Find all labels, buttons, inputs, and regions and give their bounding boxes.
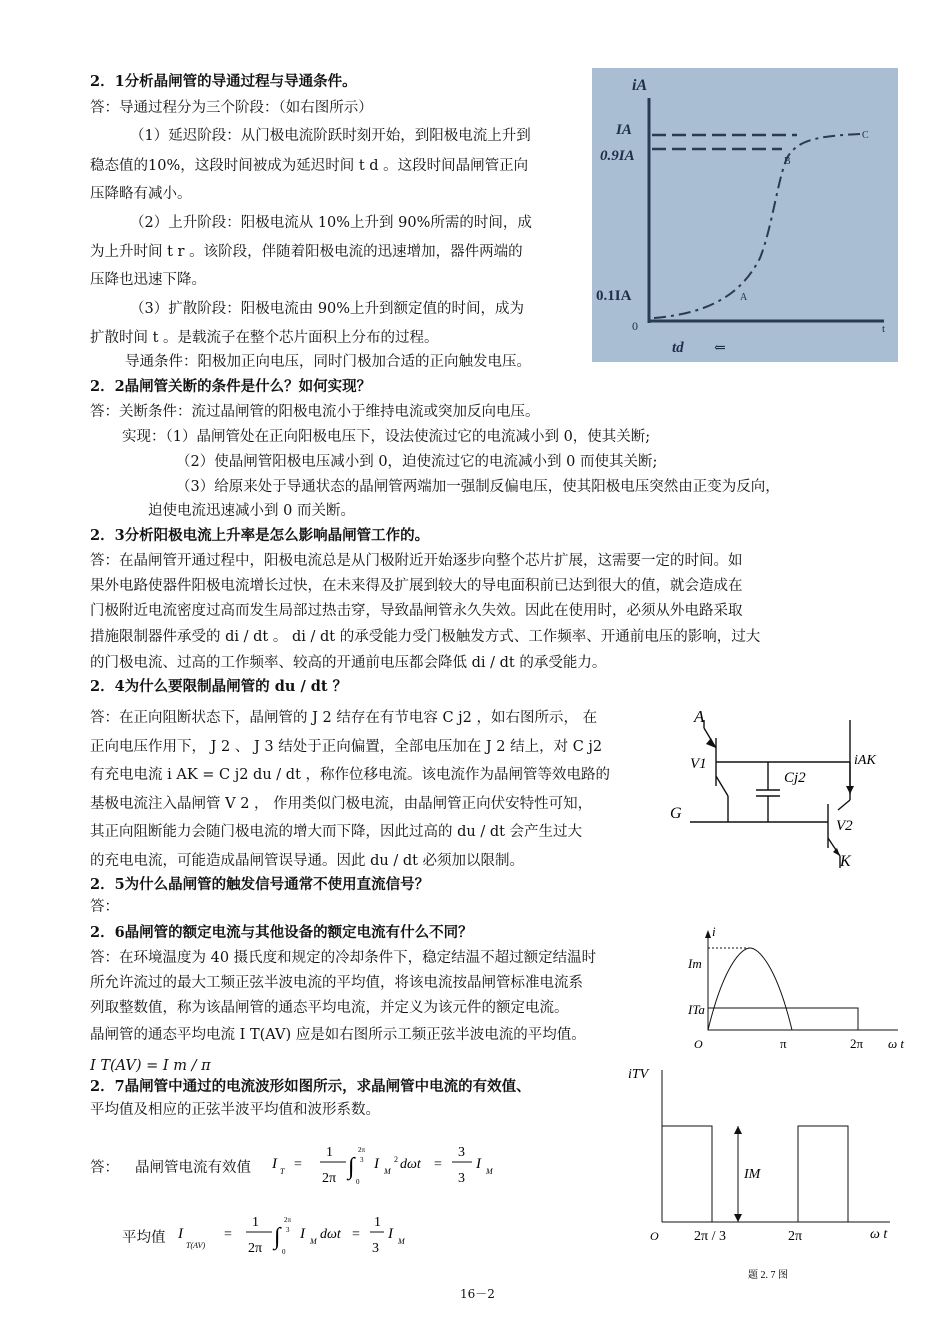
label-2pi: 2π xyxy=(850,1036,864,1051)
equivalent-circuit-figure xyxy=(660,700,890,880)
page-number: 16－2 xyxy=(460,1287,495,1301)
sym-eq2: = xyxy=(352,1227,360,1242)
half-sine-figure xyxy=(684,924,914,1054)
label-wt: ω t xyxy=(870,1227,888,1242)
q1-line-2: 稳态值的10%，这段时间被成为延迟时间 t d 。这段时间晶闸管正向 xyxy=(90,158,529,174)
figure-background xyxy=(592,68,898,362)
sym-eq: = xyxy=(294,1157,302,1172)
sym-1: 1 xyxy=(252,1215,259,1230)
label-G: G xyxy=(670,805,682,822)
label-td: td xyxy=(672,340,684,356)
sym-M: M xyxy=(384,1167,391,1176)
sym-3b: 3 xyxy=(372,1241,379,1256)
q6-line-3: 晶闸管的通态平均电流 I T(AV) 应是如右图所示工频正弦半波电流的平均值。 xyxy=(90,1027,586,1043)
label-wt: ω t xyxy=(888,1036,905,1051)
q1-line-7: （3）扩散阶段：阳极电流由 90%上升到额定值的时间，成为 xyxy=(130,301,525,317)
q1-line-1: （1）延迟阶段：从门极电流阶跃时刻开始，到阳极电流上升到 xyxy=(130,128,531,144)
sym-M: M xyxy=(310,1237,317,1246)
sym-I2: I xyxy=(374,1156,379,1172)
sym-I2: I xyxy=(300,1226,305,1242)
sym-M2: M xyxy=(398,1237,405,1246)
sym-dwt: dωt xyxy=(400,1157,421,1172)
q2-line-1: 实现：（1）晶闸管处在正向阳极电压下，设法使流过它的电流减小到 0，使其关断; xyxy=(122,429,651,445)
label-2pi: 2π xyxy=(788,1229,803,1244)
q1-line-6: 压降也迅速下降。 xyxy=(90,272,206,288)
label-origin: 0 xyxy=(632,319,638,333)
im-arrow-top xyxy=(734,1126,742,1134)
q5-answer: 答： xyxy=(90,899,119,915)
q2-title: 2．2晶闸管关断的条件是什么？如何实现？ xyxy=(90,378,372,395)
q7-rms-label: 晶闸管电流有效值 xyxy=(135,1160,251,1176)
pulse-waveform-figure xyxy=(628,1062,910,1287)
sym-I3: I xyxy=(388,1226,393,1242)
v1-emitter-arrow xyxy=(706,738,716,748)
label-ia: iA xyxy=(632,77,648,94)
pulse-1 xyxy=(662,1126,712,1222)
q2-line-0: 答：关断条件：流过晶闸管的阳极电流小于维持电流或突加反向电压。 xyxy=(90,404,540,420)
q5-title: 2．5为什么晶闸管的触发信号通常不使用直流信号？ xyxy=(90,876,430,893)
pulse-2 xyxy=(798,1126,848,1222)
sym-dwt: dωt xyxy=(320,1227,341,1242)
sym-3: 3 xyxy=(286,1226,290,1234)
sym-TAV: T(AV) xyxy=(186,1241,206,1250)
q6-title: 2．6晶闸管的额定电流与其他设备的额定电流有什么不同？ xyxy=(90,924,473,941)
v2-emitter-arrow xyxy=(833,848,840,856)
figure-caption: 题 2. 7 图 xyxy=(748,1270,788,1281)
sym-1b: 1 xyxy=(374,1215,381,1230)
label-Cj2: Cj2 xyxy=(784,770,806,786)
point-C: C xyxy=(862,130,869,141)
q2-line-4: 迫使电流迅速减小到 0 而关断。 xyxy=(148,503,355,519)
q2-line-3: （3）给原来处于导通状态的晶闸管两端加一强制反偏电压，使其阳极电压突然由正变为反向， xyxy=(176,479,780,495)
label-pi: π xyxy=(780,1036,787,1051)
sym-int: ∫ xyxy=(274,1224,281,1250)
label-V2: V2 xyxy=(836,818,853,834)
q6-line-1: 所允许流过的最大工频正弦半波电流的平均值，将该电流按晶闸管标准电流系 xyxy=(90,975,583,991)
half-sine-curve xyxy=(708,948,792,1030)
label-K: K xyxy=(840,853,851,870)
label-i: i xyxy=(712,924,716,939)
q1-title: 2．1分析晶闸管的导通过程与导通条件。 xyxy=(90,73,357,90)
q4-line-2: 有充电电流 i AK = C j2 du / dt ，称作位移电流。该电流作为晶闸管等效电路的 xyxy=(90,767,611,783)
sym-eq: = xyxy=(224,1227,232,1242)
sym-sq: 2 xyxy=(394,1155,398,1164)
q7-title-2: 平均值及相应的正弦半波平均值和波形系数。 xyxy=(90,1102,380,1118)
label-V1: V1 xyxy=(690,756,707,772)
q1-line-3: 压降略有减小。 xyxy=(90,186,192,202)
sym-M2: M xyxy=(486,1167,493,1176)
q3-line-2: 门极附近电流密度过高而发生局部过热击穿，导致晶闸管永久失效。因此在使用时，必须从外电路采取 xyxy=(90,603,743,619)
q4-line-3: 基极电流注入晶闸管 V 2 ， 作用类似门极电流，由晶闸管正向伏安特性可知， xyxy=(90,796,593,812)
q2-line-2: （2）使晶闸管阳极电压减小到 0，迫使流过它的电流减小到 0 而使其关断; xyxy=(176,454,658,470)
sym-eq2: = xyxy=(434,1157,442,1172)
label-01IA: 0.1IA xyxy=(596,288,632,304)
q3-line-4: 的门极电流、过高的工作频率、较高的开通前电压都会降低 di / dt 的承受能力。 xyxy=(90,655,607,671)
sym-I3: I xyxy=(476,1156,481,1172)
point-A: A xyxy=(740,292,748,303)
q4-line-5: 的充电电流，可能造成晶闸管误导通。因此 du / dt 必须加以限制。 xyxy=(90,853,525,869)
rms-formula xyxy=(270,1140,510,1195)
label-O: O xyxy=(650,1229,659,1243)
label-iTV: iTV xyxy=(628,1067,649,1082)
q1-line-0: 答：导通过程分为三个阶段：（如右图所示） xyxy=(90,100,373,116)
q4-line-0: 答：在正向阻断状态下，晶闸管的 J 2 结存在有节电容 C j2 ，如右图所示， 在 xyxy=(90,710,598,726)
label-Im: Im xyxy=(688,956,702,971)
q7-answer-label: 答： xyxy=(90,1160,119,1176)
im-arrow-bottom xyxy=(734,1214,742,1222)
label-ITa: ITa xyxy=(688,1002,705,1017)
q3-line-0: 答：在晶闸管开通过程中，阳极电流总是从门极附近开始逐步向整个芯片扩展，这需要一定的时间。如 xyxy=(90,553,743,569)
label-2pi3: 2π / 3 xyxy=(694,1229,726,1244)
q6-line-0: 答：在环境温度为 40 摄氏度和规定的冷却条件下，稳定结温不超过额定结温时 xyxy=(90,950,597,966)
v1-collector xyxy=(716,776,728,796)
q4-line-1: 正向电压作用下， J 2 、 J 3 结处于正向偏置，全部电压加在 J 2 结上，对 C j2 xyxy=(90,739,603,755)
sym-T: T xyxy=(280,1167,285,1176)
sym-int: ∫ xyxy=(348,1154,355,1180)
sym-sqrt3: 3 xyxy=(458,1145,465,1160)
q7-title-1: 2．7晶闸管中通过的电流波形如图所示，求晶闸管中电流的有效值、 xyxy=(90,1078,531,1095)
label-A: A xyxy=(694,707,705,726)
sym-0: 0 xyxy=(356,1178,360,1186)
sym-up: 2π xyxy=(284,1216,292,1224)
q4-line-4: 其正向阻断能力会随门极电流的增大而下降，因此过高的 du / dt 会产生过大 xyxy=(90,824,583,840)
q3-line-3: 措施限制器件承受的 di / dt 。 di / dt 的承受能力受门极触发方式、工作频率、开通前电压的影响，过大 xyxy=(90,629,761,645)
sym-3: 3 xyxy=(360,1156,364,1164)
average-rectangle xyxy=(708,1008,858,1030)
label-O: O xyxy=(694,1037,703,1051)
arrow-glyph: ⇐ xyxy=(714,341,726,356)
sym-3b: 3 xyxy=(458,1171,465,1186)
sym-I: I xyxy=(178,1226,183,1242)
sym-up: 2π xyxy=(358,1146,366,1154)
avg-formula xyxy=(176,1210,416,1265)
q6-line-4: I T(AV) = I m / π xyxy=(90,1058,211,1074)
q1-line-8: 扩散时间 t 。是载流子在整个芯片面积上分布的过程。 xyxy=(90,330,439,346)
q3-line-1: 果外电路使器件阳极电流增长过快，在未来得及扩展到较大的导电面积前已达到很大的值，就会造成在 xyxy=(90,578,743,594)
q3-title: 2．3分析阳极电流上升率是怎么影响晶闸管工作的。 xyxy=(90,527,430,544)
q1-line-4: （2）上升阶段：阳极电流从 10%上升到 90%所需的时间，成 xyxy=(130,215,532,231)
q1-line-9: 导通条件：阳极加正向电压，同时门极加合适的正向触发电压。 xyxy=(125,354,531,370)
q7-avg-label: 平均值 xyxy=(122,1230,166,1246)
label-IM: IM xyxy=(744,1167,761,1182)
label-IA: IA xyxy=(616,122,632,138)
turn-on-figure xyxy=(592,68,898,362)
sym-I: I xyxy=(272,1156,277,1172)
label-iAK: iAK xyxy=(854,753,876,768)
v2-collector xyxy=(838,800,850,810)
sym-2pi: 2π xyxy=(322,1171,337,1186)
point-B: B xyxy=(784,156,791,167)
label-09IA: 0.9IA xyxy=(600,148,635,164)
y-arrow xyxy=(705,930,711,938)
q4-title: 2．4为什么要限制晶闸管的 du / dt ？ xyxy=(90,678,348,695)
q1-line-5: 为上升时间 t r 。该阶段，伴随着阳极电流的迅速增加，器件两端的 xyxy=(90,244,523,260)
iak-arrowhead xyxy=(846,786,854,794)
sym-0: 0 xyxy=(282,1248,286,1256)
sym-2pi: 2π xyxy=(248,1241,263,1256)
q6-line-2: 列取整数值，称为该晶闸管的通态平均电流，并定义为该元件的额定电流。 xyxy=(90,1000,569,1016)
label-t: t xyxy=(882,323,886,335)
sym-1: 1 xyxy=(326,1145,333,1160)
